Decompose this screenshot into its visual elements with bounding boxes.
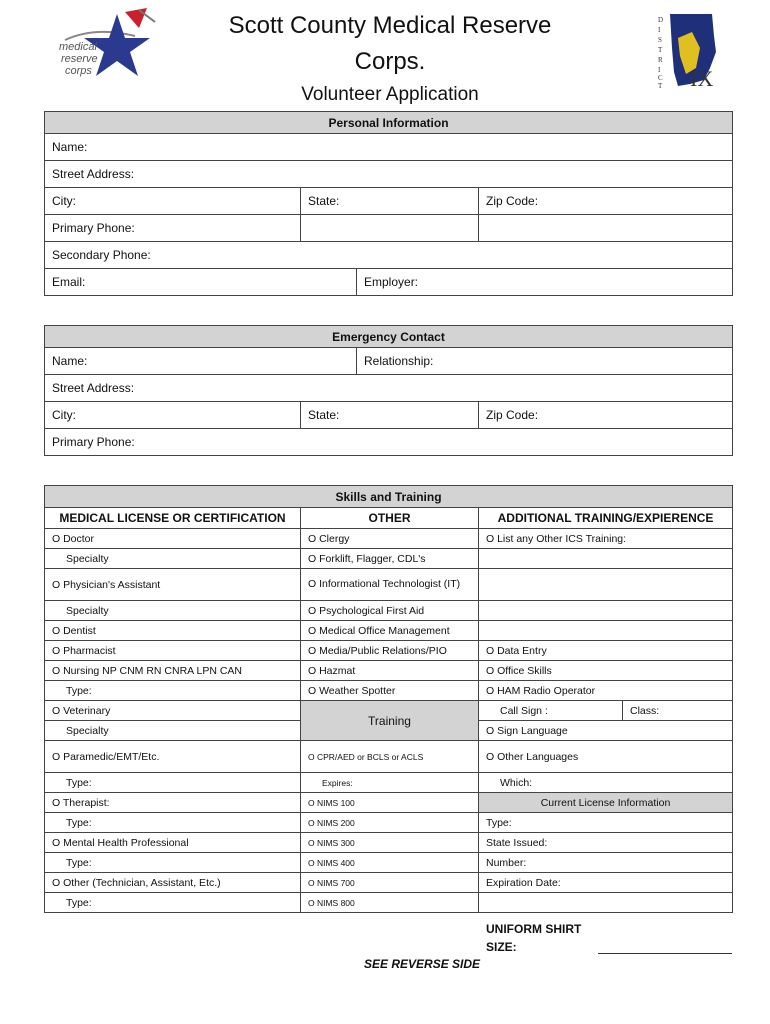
option-weather-spotter[interactable]: O Weather Spotter: [301, 681, 479, 701]
option-mental-health[interactable]: O Mental Health Professional: [45, 833, 301, 853]
option-hazmat[interactable]: O Hazmat: [301, 661, 479, 681]
therapist-type-field[interactable]: Type:: [45, 813, 301, 833]
svg-text:C: C: [658, 74, 663, 82]
uniform-size-field[interactable]: [598, 953, 732, 954]
uniform-shirt-label: UNIFORM SHIRT SIZE:: [486, 922, 582, 954]
option-forklift[interactable]: O Forklift, Flagger, CDL's: [301, 549, 479, 569]
svg-text:R: R: [658, 56, 663, 64]
option-nims-200[interactable]: O NIMS 200: [301, 813, 479, 833]
option-psychological-first-aid[interactable]: O Psychological First Aid: [301, 601, 479, 621]
employer-field[interactable]: Employer:: [357, 269, 733, 296]
option-sign-language[interactable]: O Sign Language: [479, 721, 733, 741]
veterinary-specialty-field[interactable]: Specialty: [45, 721, 301, 741]
option-nims-100[interactable]: O NIMS 100: [301, 793, 479, 813]
primary-phone-field[interactable]: Primary Phone:: [45, 215, 301, 242]
option-veterinary[interactable]: O Veterinary: [45, 701, 301, 721]
ec-street-address-field[interactable]: Street Address:: [45, 375, 733, 402]
city-field[interactable]: City:: [45, 188, 301, 215]
option-data-entry[interactable]: O Data Entry: [479, 641, 733, 661]
option-media-pr-pio[interactable]: O Media/Public Relations/PIO: [301, 641, 479, 661]
option-other-ics-training[interactable]: O List any Other ICS Training:: [479, 529, 733, 549]
training-subheading: Training: [301, 701, 479, 741]
name-field[interactable]: Name:: [45, 134, 733, 161]
personal-info-heading: Personal Information: [45, 112, 733, 134]
mrc-logo: [55, 6, 160, 84]
option-other-languages[interactable]: O Other Languages: [479, 741, 733, 773]
mental-health-type-field[interactable]: Type:: [45, 853, 301, 873]
cpr-expires-field[interactable]: Expires:: [301, 773, 479, 793]
col-additional-training: ADDITIONAL TRAINING/EXPIERENCE: [479, 508, 733, 529]
languages-which-field[interactable]: Which:: [479, 773, 733, 793]
other-type-field[interactable]: Type:: [45, 893, 301, 913]
option-office-skills[interactable]: O Office Skills: [479, 661, 733, 681]
option-nims-400[interactable]: O NIMS 400: [301, 853, 479, 873]
svg-text:medical: medical: [59, 41, 97, 53]
nursing-type-field[interactable]: Type:: [45, 681, 301, 701]
primary-phone-extra-cell-2[interactable]: [479, 215, 733, 242]
license-type-field[interactable]: Type:: [479, 813, 733, 833]
ec-city-field[interactable]: City:: [45, 402, 301, 429]
district-ix-logo: [656, 8, 718, 90]
option-nursing[interactable]: O Nursing NP CNM RN CNRA LPN CAN: [45, 661, 301, 681]
option-nims-300[interactable]: O NIMS 300: [301, 833, 479, 853]
option-other-technician[interactable]: O Other (Technician, Assistant, Etc.): [45, 873, 301, 893]
svg-text:T: T: [658, 46, 663, 54]
license-expiration-field[interactable]: Expiration Date:: [479, 873, 733, 893]
svg-text:corps: corps: [65, 65, 92, 77]
svg-text:S: S: [658, 36, 662, 44]
ham-class-field[interactable]: Class:: [623, 701, 733, 721]
option-pharmacist[interactable]: O Pharmacist: [45, 641, 301, 661]
ec-zip-code-field[interactable]: Zip Code:: [479, 402, 733, 429]
ec-primary-phone-field[interactable]: Primary Phone:: [45, 429, 733, 456]
col-medical-license: MEDICAL LICENSE OR CERTIFICATION: [45, 508, 301, 529]
ec-state-field[interactable]: State:: [301, 402, 479, 429]
email-field[interactable]: Email:: [45, 269, 357, 296]
emergency-contact-heading: Emergency Contact: [45, 326, 733, 348]
skills-training-table: [44, 485, 733, 913]
option-nims-700[interactable]: O NIMS 700: [301, 873, 479, 893]
svg-text:reserve: reserve: [61, 53, 98, 65]
ics-training-line-2[interactable]: [479, 569, 733, 601]
ics-training-line-4[interactable]: [479, 621, 733, 641]
license-extra-cell[interactable]: [479, 893, 733, 913]
option-paramedic-emt[interactable]: O Paramedic/EMT/Etc.: [45, 741, 301, 773]
ics-training-line-3[interactable]: [479, 601, 733, 621]
svg-text:IX: IX: [690, 66, 714, 90]
emergency-contact-table: [44, 325, 733, 456]
option-cpr-aed[interactable]: O CPR/AED or BCLS or ACLS: [301, 741, 479, 773]
option-ham-radio[interactable]: O HAM Radio Operator: [479, 681, 733, 701]
page-subtitle: Volunteer Application: [301, 84, 479, 105]
option-therapist[interactable]: O Therapist:: [45, 793, 301, 813]
ics-training-line-1[interactable]: [479, 549, 733, 569]
option-doctor[interactable]: O Doctor: [45, 529, 301, 549]
option-medical-office-management[interactable]: O Medical Office Management: [301, 621, 479, 641]
svg-text:I: I: [658, 26, 661, 34]
col-other: OTHER: [301, 508, 479, 529]
option-dentist[interactable]: O Dentist: [45, 621, 301, 641]
svg-text:I: I: [658, 66, 661, 74]
skills-heading: Skills and Training: [45, 486, 733, 508]
primary-phone-extra-cell[interactable]: [301, 215, 479, 242]
page-title: Scott County Medical Reserve Corps.: [228, 12, 552, 75]
paramedic-type-field[interactable]: Type:: [45, 773, 301, 793]
state-field[interactable]: State:: [301, 188, 479, 215]
license-state-issued-field[interactable]: State Issued:: [479, 833, 733, 853]
secondary-phone-field[interactable]: Secondary Phone:: [45, 242, 733, 269]
current-license-subheading: Current License Information: [479, 793, 733, 813]
see-reverse-note: SEE REVERSE SIDE: [364, 957, 481, 971]
option-nims-800[interactable]: O NIMS 800: [301, 893, 479, 913]
doctor-specialty-field[interactable]: Specialty: [45, 549, 301, 569]
call-sign-field[interactable]: Call Sign :: [479, 701, 623, 721]
license-number-field[interactable]: Number:: [479, 853, 733, 873]
district-text: D: [658, 16, 664, 24]
option-clergy[interactable]: O Clergy: [301, 529, 479, 549]
street-address-field[interactable]: Street Address:: [45, 161, 733, 188]
personal-info-table: [44, 111, 733, 296]
zip-code-field[interactable]: Zip Code:: [479, 188, 733, 215]
svg-text:T: T: [658, 82, 663, 90]
ec-name-field[interactable]: Name:: [45, 348, 357, 375]
ec-relationship-field[interactable]: Relationship:: [357, 348, 733, 375]
option-it[interactable]: O Informational Technologist (IT): [301, 569, 479, 601]
option-physicians-assistant[interactable]: O Physician's Assistant: [45, 569, 301, 601]
pa-specialty-field[interactable]: Specialty: [45, 601, 301, 621]
